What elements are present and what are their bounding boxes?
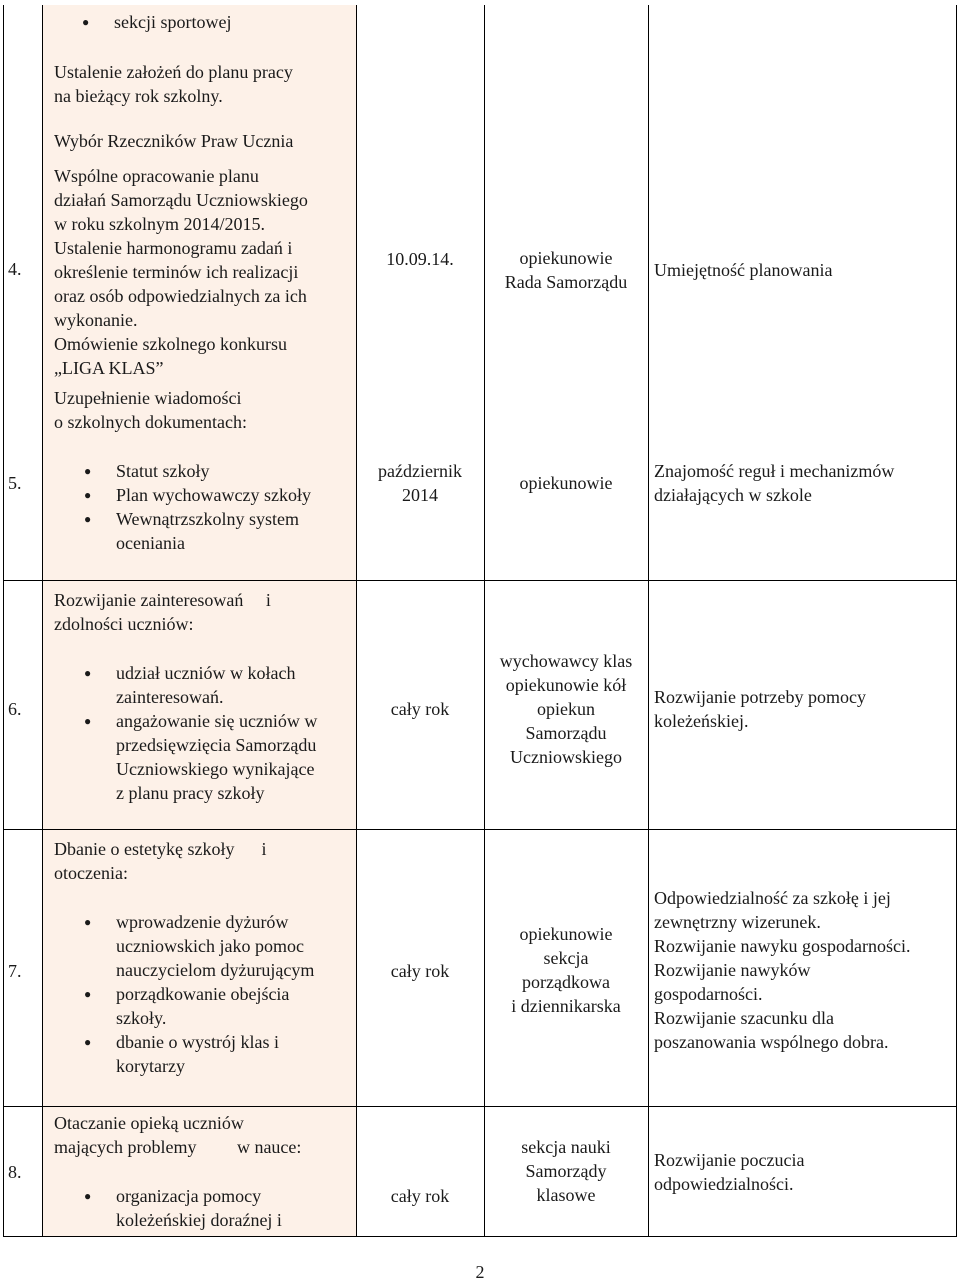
- row-number: 4.: [8, 259, 22, 279]
- list-item: ● Wewnątrzszkolny system: [54, 507, 311, 531]
- date-cell: cały rok: [390, 961, 450, 981]
- row-number: 7.: [8, 961, 22, 981]
- outcome-cell: Rozwijanie poczucia odpowiedzialności.: [654, 1150, 805, 1194]
- description-text: Ustalenie założeń do planu pracy na bieżący rok szkolny.: [54, 62, 293, 106]
- description-text: Wspólne opracowanie planu działań Samorządu Uczniowskiego w roku szkolnym 2014/2015. Ustalenie harmonogramu zadań i określenie terminów ich realizacji oraz osób odpowiedzialnych za ich wykonanie. Omówienie szkolnego konkursu „LIGA KLAS”: [54, 166, 308, 378]
- description-text: Wybór Rzeczników Praw Ucznia: [54, 131, 294, 151]
- outcome-cell: Rozwijanie potrzeby pomocy koleżeńskiej.: [654, 687, 866, 731]
- list-item: ● porządkowanie obejścia: [54, 982, 314, 1006]
- bullet-list: [54, 1184, 282, 1232]
- responsible-cell: opiekunowie sekcja porządkowa i dziennikarska: [511, 924, 621, 1016]
- list-item: zainteresowań.: [116, 687, 224, 707]
- list-item: ● sekcji sportowej: [52, 10, 231, 34]
- list-item: nauczycielom dyżurującym: [116, 960, 315, 980]
- responsible-cell: sekcja nauki Samorządy klasowe: [521, 1137, 611, 1205]
- date-cell: cały rok: [390, 699, 450, 719]
- row-number: 6.: [8, 699, 22, 719]
- list-item: ● Plan wychowawczy szkoły: [54, 483, 311, 507]
- outcome-cell: Odpowiedzialność za szkołę i jej zewnętrzny wizerunek. Rozwijanie nawyku gospodarności. Rozwijanie nawyków gospodarności. Rozwijanie szacunku dla poszanowania wspólnego dobra.: [654, 888, 911, 1052]
- bullet-list: [54, 910, 314, 1078]
- list-item: Uczniowskiego wynikające: [116, 759, 315, 779]
- bullet-list: [54, 661, 317, 805]
- description-text: Otaczanie opieką uczniów mających problemy w nauce:: [54, 1113, 302, 1157]
- bullet-list: [52, 10, 231, 34]
- responsible-cell: opiekunowie Rada Samorządu: [504, 248, 628, 292]
- date-cell: cały rok: [390, 1186, 450, 1206]
- list-item: ● wprowadzenie dyżurów: [54, 910, 314, 934]
- row-number: 5.: [8, 473, 22, 493]
- outcome-cell: Umiejętność planowania: [654, 260, 833, 280]
- outcome-cell: Znajomość reguł i mechanizmów działających w szkole: [654, 461, 895, 505]
- responsible-cell: opiekunowie: [519, 473, 613, 493]
- list-item: ● udział uczniów w kołach: [54, 661, 317, 685]
- bullet-list: [54, 459, 311, 555]
- date-cell: październik 2014: [378, 461, 462, 505]
- description-text: Dbanie o estetykę szkoły i otoczenia:: [54, 839, 267, 883]
- list-item: szkoły.: [116, 1008, 167, 1028]
- list-item: ● dbanie o wystrój klas i: [54, 1030, 314, 1054]
- list-item: korytarzy: [116, 1056, 185, 1076]
- list-item: oceniania: [116, 533, 185, 553]
- list-item: ● angażowanie się uczniów w: [54, 709, 317, 733]
- list-item: przedsięwzięcia Samorządu: [116, 735, 317, 755]
- description-text: Uzupełnienie wiadomości o szkolnych dokumentach:: [54, 388, 247, 432]
- list-item: z planu pracy szkoły: [116, 783, 265, 803]
- responsible-cell: wychowawcy klas opiekunowie kół opiekun Samorządu Uczniowskiego: [499, 651, 633, 767]
- description-text: Rozwijanie zainteresowań i zdolności uczniów:: [54, 590, 271, 634]
- list-item: uczniowskich jako pomoc: [116, 936, 304, 956]
- list-item: koleżeńskiej doraźnej i: [116, 1210, 282, 1230]
- list-item: ● organizacja pomocy: [54, 1184, 282, 1208]
- date-cell: 10.09.14.: [386, 249, 454, 269]
- row-number: 8.: [8, 1162, 22, 1182]
- list-item: ● Statut szkoły: [54, 459, 311, 483]
- page-number: 2: [475, 1262, 485, 1282]
